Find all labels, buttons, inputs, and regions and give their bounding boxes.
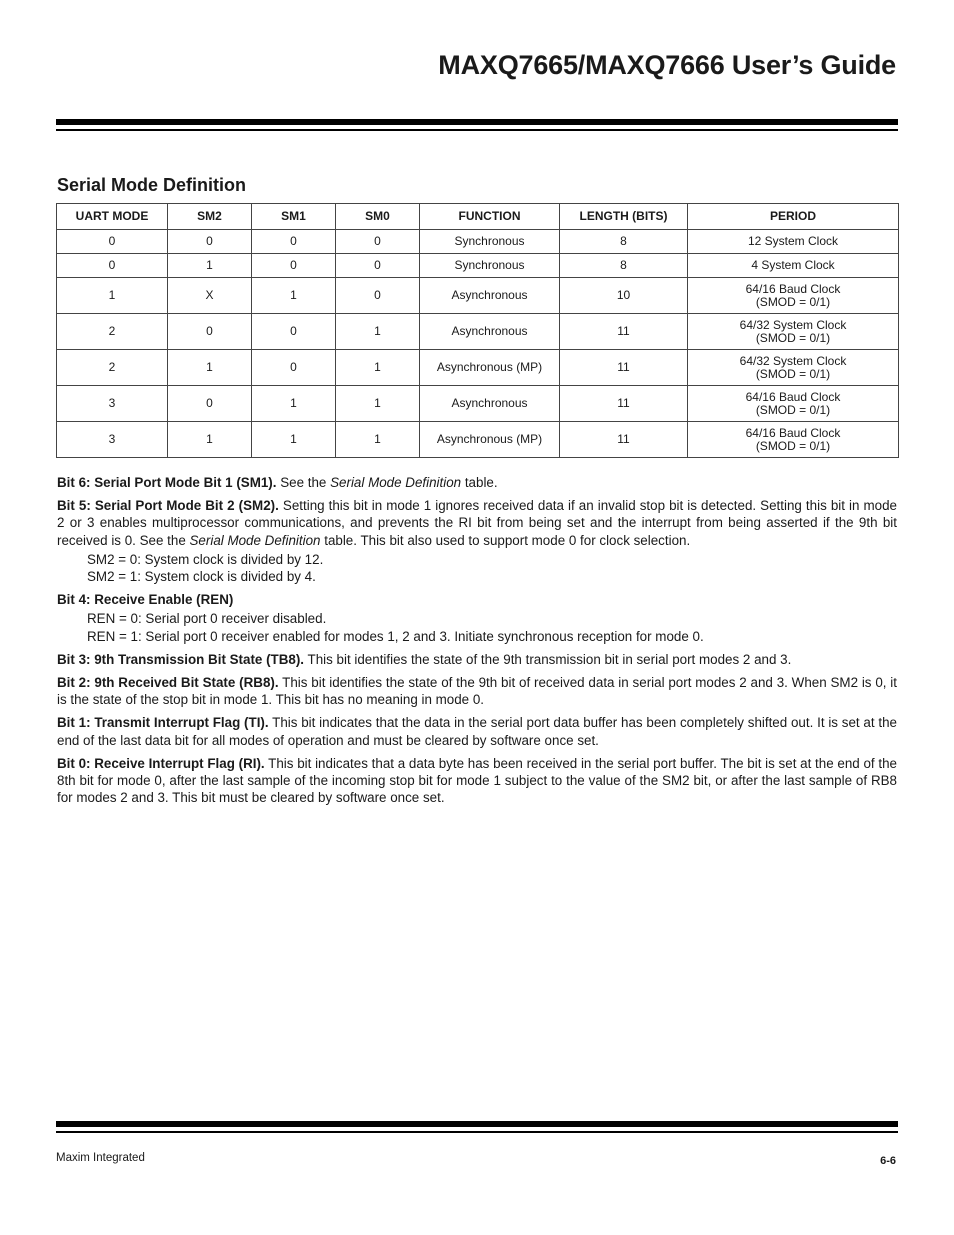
cell-function: Asynchronous <box>420 278 560 314</box>
cell-function: Synchronous <box>420 230 560 254</box>
cell-sm0: 0 <box>336 230 420 254</box>
table-row <box>57 278 899 314</box>
table-header-row <box>57 204 899 230</box>
bit6-table-ref: Serial Mode Definition <box>330 475 462 490</box>
footer-company: Maxim Integrated <box>56 1152 145 1164</box>
table-row <box>57 254 899 278</box>
footer-rule-thin <box>56 1131 898 1133</box>
cell-sm1: 0 <box>252 230 336 254</box>
bit5-option-1: SM2 = 1: System clock is divided by 4. <box>87 569 316 585</box>
cell-length: 11 <box>560 350 688 386</box>
period-line-1: 64/32 System Clock <box>739 353 847 368</box>
col-header-function: FUNCTION <box>420 204 560 230</box>
bit6-paragraph <box>57 474 897 491</box>
cell-period <box>688 254 899 278</box>
table-row <box>57 422 899 458</box>
header-rule-thick <box>56 119 898 125</box>
bit1-paragraph <box>57 714 897 748</box>
bit-descriptions <box>57 474 897 812</box>
footer-rule-thick <box>56 1121 898 1127</box>
cell-sm2: 0 <box>168 386 252 422</box>
cell-period <box>688 230 899 254</box>
period-line-2: (SMOD = 0/1) <box>755 438 831 453</box>
cell-function: Asynchronous <box>420 314 560 350</box>
cell-sm1: 1 <box>252 422 336 458</box>
cell-sm2: 0 <box>168 314 252 350</box>
period-line-1: 64/32 System Clock <box>739 317 847 332</box>
period-line-2: (SMOD = 0/1) <box>755 330 831 345</box>
cell-sm0: 1 <box>336 422 420 458</box>
cell-sm0: 0 <box>336 254 420 278</box>
cell-sm2: X <box>168 278 252 314</box>
bit6-text-pre: See the <box>276 475 331 490</box>
cell-period <box>688 314 899 350</box>
col-header-sm2: SM2 <box>168 204 252 230</box>
col-header-length: LENGTH (BITS) <box>560 204 688 230</box>
cell-function: Asynchronous <box>420 386 560 422</box>
bit3-label: Bit 3: 9th Transmission Bit State (TB8). <box>57 651 305 667</box>
bit4-option-0: REN = 0: Serial port 0 receiver disabled. <box>87 611 327 627</box>
table-row <box>57 314 899 350</box>
bit6-label: Bit 6: Serial Port Mode Bit 1 (SM1). <box>57 475 277 490</box>
cell-sm1: 1 <box>252 278 336 314</box>
period-line-1: 64/16 Baud Clock <box>745 425 841 440</box>
cell-sm0: 0 <box>336 278 420 314</box>
cell-period <box>688 278 899 314</box>
period-line-1: 64/16 Baud Clock <box>745 389 841 404</box>
bit2-paragraph <box>57 674 897 708</box>
col-header-sm1: SM1 <box>252 204 336 230</box>
cell-sm2: 1 <box>168 254 252 278</box>
table-row <box>57 230 899 254</box>
cell-sm2: 1 <box>168 422 252 458</box>
bit4-label: Bit 4: Receive Enable (REN) <box>57 592 234 608</box>
bit2-text: This bit identifies the state of the 9th bit of received data in serial port modes 2 and 3. When SM2 is 0, it is the state of the stop bit in mode 1. This bit has no meaning in mode 0. <box>57 675 897 708</box>
cell-length: 8 <box>560 254 688 278</box>
bit0-label: Bit 0: Receive Interrupt Flag (RI). <box>57 755 265 771</box>
cell-function: Asynchronous (MP) <box>420 422 560 458</box>
cell-sm0: 1 <box>336 386 420 422</box>
serial-mode-table <box>56 203 899 458</box>
bit0-text: This bit indicates that a data byte has been received in the serial port buffer. The bit is set at the end of the 8th bit for mode 0, after the last sample of the incoming stop bit for mode 1 subject to the value of the SM2 bit, or after the last sample of RB8 for modes 2 and 3. This bit must be cleared by software once set. <box>57 755 897 806</box>
col-header-uart-mode: UART MODE <box>57 204 168 230</box>
cell-uart-mode: 2 <box>57 350 168 386</box>
cell-length: 8 <box>560 230 688 254</box>
bit3-paragraph <box>57 651 897 668</box>
document-title: MAXQ7665/MAXQ7666 User’s Guide <box>438 50 896 80</box>
cell-uart-mode: 3 <box>57 422 168 458</box>
cell-length: 10 <box>560 278 688 314</box>
cell-period <box>688 386 899 422</box>
bit5-label: Bit 5: Serial Port Mode Bit 2 (SM2). <box>57 498 279 514</box>
cell-sm1: 0 <box>252 314 336 350</box>
cell-length: 11 <box>560 314 688 350</box>
cell-function: Synchronous <box>420 254 560 278</box>
col-header-sm0: SM0 <box>336 204 420 230</box>
period-line-2: (SMOD = 0/1) <box>755 294 831 309</box>
period-line-1: 4 System Clock <box>751 258 835 272</box>
bit5-table-ref: Serial Mode Definition <box>189 532 321 548</box>
cell-sm0: 1 <box>336 350 420 386</box>
cell-period <box>688 422 899 458</box>
bit5-text-post: table. This bit also used to support mode 0 for clock selection. <box>320 532 691 548</box>
cell-length: 11 <box>560 422 688 458</box>
cell-sm1: 1 <box>252 386 336 422</box>
bit4-option-1: REN = 1: Serial port 0 receiver enabled for modes 1, 2 and 3. Initiate synchronous reception for mode 0. <box>87 628 704 644</box>
period-line-2: (SMOD = 0/1) <box>755 366 831 381</box>
cell-length: 11 <box>560 386 688 422</box>
page-number: 6-6 <box>880 1155 896 1167</box>
cell-sm2: 0 <box>168 230 252 254</box>
cell-sm2: 1 <box>168 350 252 386</box>
bit0-paragraph <box>57 755 897 807</box>
bit5-text-pre: Setting this bit in mode 1 ignores received data if an invalid stop bit is detected. Setting this bit in mode 2 or 3 enables multiprocessor communications, and prevents the RI bit from being set and the interrupt from being asserted if the 9th bit received is 0. See the <box>57 498 897 548</box>
cell-sm0: 1 <box>336 314 420 350</box>
table-row <box>57 350 899 386</box>
cell-function: Asynchronous (MP) <box>420 350 560 386</box>
bit1-label: Bit 1: Transmit Interrupt Flag (TI). <box>57 715 269 731</box>
cell-sm1: 0 <box>252 350 336 386</box>
cell-sm1: 0 <box>252 254 336 278</box>
bit3-text: This bit identifies the state of the 9th transmission bit in serial port modes 2 and 3. <box>304 651 792 667</box>
section-title: Serial Mode Definition <box>57 175 247 195</box>
table-row <box>57 386 899 422</box>
col-header-period: PERIOD <box>688 204 899 230</box>
cell-uart-mode: 2 <box>57 314 168 350</box>
bit5-option-0: SM2 = 0: System clock is divided by 12. <box>87 551 324 567</box>
cell-uart-mode: 0 <box>57 254 168 278</box>
bit5-paragraph <box>57 497 897 549</box>
cell-uart-mode: 3 <box>57 386 168 422</box>
header-rule-thin <box>56 129 898 131</box>
bit4-paragraph <box>57 591 897 608</box>
cell-uart-mode: 1 <box>57 278 168 314</box>
cell-uart-mode: 0 <box>57 230 168 254</box>
period-line-1: 12 System Clock <box>747 234 839 248</box>
bit2-label: Bit 2: 9th Received Bit State (RB8). <box>57 675 279 691</box>
cell-period <box>688 350 899 386</box>
bit1-text: This bit indicates that the data in the serial port data buffer has been completely shifted out. It is set at the end of the last data bit for all modes of operation and must be cleared by software once set. <box>57 715 897 748</box>
period-line-2: (SMOD = 0/1) <box>755 402 831 417</box>
period-line-1: 64/16 Baud Clock <box>745 281 841 296</box>
bit6-text-post: table. <box>461 475 498 490</box>
